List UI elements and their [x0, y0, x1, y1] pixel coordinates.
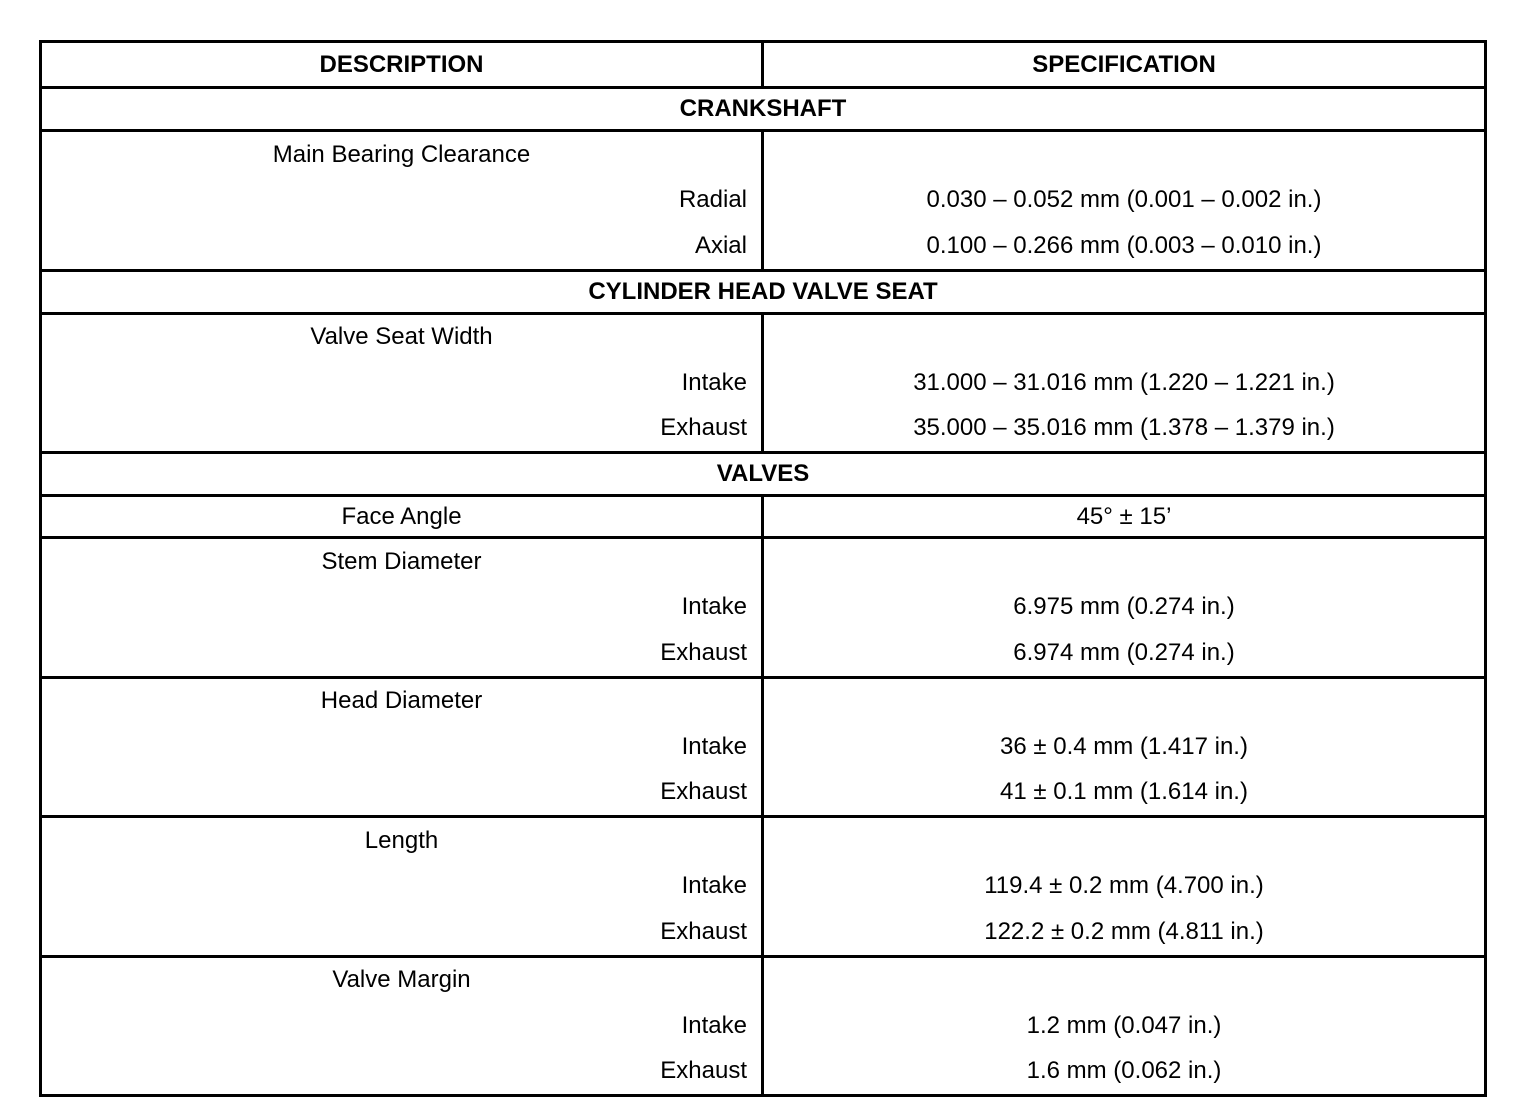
description-header: DESCRIPTION [42, 43, 764, 86]
row-spec: 1.6 mm (0.062 in.) [764, 1049, 1484, 1095]
group-label: Stem Diameter [42, 539, 761, 585]
row-label: Axial [42, 223, 761, 269]
row-label: Exhaust [42, 406, 761, 452]
row-label: Intake [42, 585, 761, 631]
row-spec: 122.2 ± 0.2 mm (4.811 in.) [764, 909, 1484, 955]
row-label: Intake [42, 864, 761, 910]
row-spec: 0.100 – 0.266 mm (0.003 – 0.010 in.) [764, 223, 1484, 269]
spec-table [39, 40, 1487, 1097]
group-label: Face Angle [42, 497, 764, 536]
section-title: CRANKSHAFT [42, 89, 1484, 132]
row-spec: 6.975 mm (0.274 in.) [764, 585, 1484, 631]
row-label: Radial [42, 178, 761, 224]
row-spec: 41 ± 0.1 mm (1.614 in.) [764, 770, 1484, 816]
row-spec: 119.4 ± 0.2 mm (4.700 in.) [764, 864, 1484, 910]
row-label: Exhaust [42, 770, 761, 816]
spec-group [42, 132, 1484, 272]
row-label: Intake [42, 724, 761, 770]
row-spec: 36 ± 0.4 mm (1.417 in.) [764, 724, 1484, 770]
spec-group [42, 818, 1484, 958]
row-label: Intake [42, 360, 761, 406]
row-spec: 1.2 mm (0.047 in.) [764, 1003, 1484, 1049]
specification-header: SPECIFICATION [764, 43, 1484, 86]
row-label: Exhaust [42, 909, 761, 955]
section-title: CYLINDER HEAD VALVE SEAT [42, 272, 1484, 315]
spec-group [42, 679, 1484, 819]
section-title: VALVES [42, 454, 1484, 497]
row-spec: 0.030 – 0.052 mm (0.001 – 0.002 in.) [764, 178, 1484, 224]
group-label: Main Bearing Clearance [42, 132, 761, 178]
row-label: Exhaust [42, 630, 761, 676]
group-label: Length [42, 818, 761, 864]
row-spec: 31.000 – 31.016 mm (1.220 – 1.221 in.) [764, 360, 1484, 406]
spec-row-single [42, 497, 1484, 539]
group-label: Valve Margin [42, 958, 761, 1004]
group-label: Valve Seat Width [42, 315, 761, 361]
group-label: Head Diameter [42, 679, 761, 725]
row-spec: 6.974 mm (0.274 in.) [764, 630, 1484, 676]
row-spec: 35.000 – 35.016 mm (1.378 – 1.379 in.) [764, 406, 1484, 452]
row-label: Intake [42, 1003, 761, 1049]
spec-group [42, 958, 1484, 1097]
row-label: Exhaust [42, 1049, 761, 1095]
spec-group [42, 315, 1484, 455]
spec-group [42, 539, 1484, 679]
row-spec: 45° ± 15’ [764, 497, 1484, 536]
table-header [42, 43, 1484, 89]
